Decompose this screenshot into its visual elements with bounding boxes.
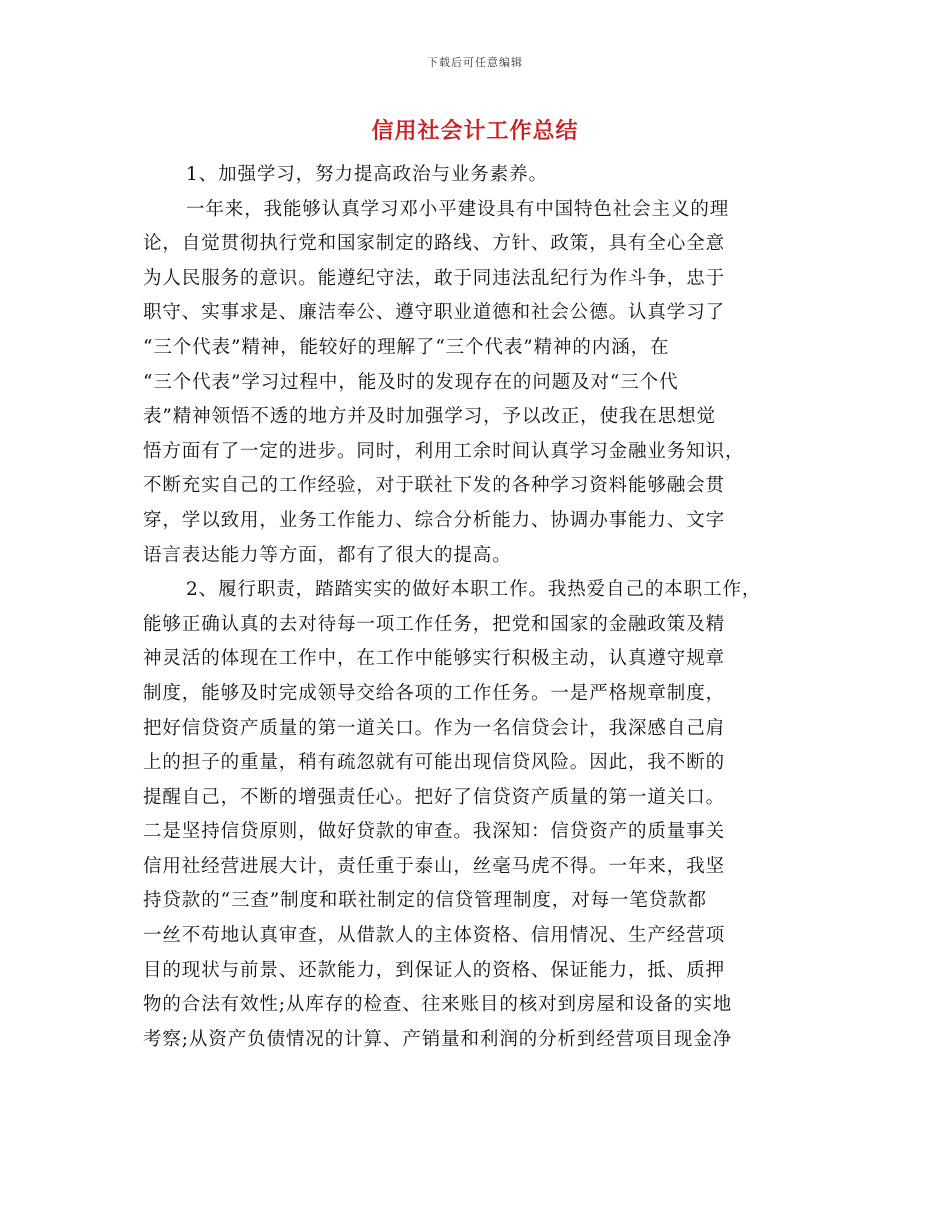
text-line: 信用社经营进展大计，责任重于泰山，丝毫马虎不得。一年来，我坚	[143, 855, 726, 877]
document-title: 信用社会计工作总结	[371, 118, 579, 144]
text-line: 论，自觉贯彻执行党和国家制定的路线、方针、政策，具有全心全意	[143, 233, 726, 255]
text-line: 穿，学以致用，业务工作能力、综合分析能力、协调办事能力、文字	[143, 509, 726, 531]
text-line: 制度，能够及时完成领导交给各项的工作任务。一是严格规章制度，	[143, 682, 726, 704]
text-line: 提醒自己，不断的增强责任心。把好了信贷资产质量的第一道关口。	[143, 786, 726, 808]
text-line: “三个代表”精神，能较好的理解了“三个代表”精神的内涵，在	[143, 336, 670, 358]
text-line: 目的现状与前景、还款能力，到保证人的资格、保证能力，抵、质押	[143, 959, 726, 981]
text-line: 上的担子的重量，稍有疏忽就有可能出现信贷风险。因此，我不断的	[143, 752, 726, 774]
text-line: 一年来，我能够认真学习邓小平建设具有中国特色社会主义的理	[186, 198, 730, 220]
text-line: 物的合法有效性;从库存的检查、往来账目的核对到房屋和设备的实地	[143, 994, 733, 1016]
header-note: 下载后可任意编辑	[427, 56, 523, 69]
text-line: 考察;从资产负债情况的计算、产销量和利润的分析到经营项目现金净	[143, 1028, 733, 1050]
text-line: 2、履行职责，踏踏实实的做好本职工作。我热爱自己的本职工作，	[186, 579, 762, 601]
text-line: 能够正确认真的去对待每一项工作任务，把党和国家的金融政策及精	[143, 613, 726, 635]
text-line: 一丝不苟地认真审查，从借款人的主体资格、信用情况、生产经营项	[143, 925, 726, 947]
text-line: 1、加强学习，努力提高政治与业务素养。	[186, 164, 548, 185]
text-line: “三个代表”学习过程中，能及时的发现存在的问题及对“三个代	[143, 371, 679, 393]
text-line: 为人民服务的意识。能遵纪守法，敢于同违法乱纪行为作斗争，忠于	[143, 267, 726, 289]
text-line: 持贷款的“三查”制度和联社制定的信贷管理制度，对每一笔贷款都	[143, 890, 707, 912]
text-line: 表”精神领悟不透的地方并及时加强学习，予以改正，使我在思想觉	[143, 406, 716, 428]
text-line: 把好信贷资产质量的第一道关口。作为一名信贷会计，我深感自己肩	[143, 717, 726, 739]
text-line: 不断充实自己的工作经验，对于联社下发的各种学习资料能够融会贯	[143, 475, 726, 497]
text-line: 二是坚持信贷原则，做好贷款的审查。我深知：信贷资产的质量事关	[143, 821, 726, 843]
text-line: 职守、实事求是、廉洁奉公、遵守职业道德和社会公德。认真学习了	[143, 302, 726, 324]
body-text	[143, 158, 823, 1057]
text-line: 语言表达能力等方面，都有了很大的提高。	[143, 544, 512, 566]
text-line: 悟方面有了一定的进步。同时，利用工余时间认真学习金融业务知识，	[143, 440, 745, 462]
text-line: 神灵活的体现在工作中，在工作中能够实行积极主动，认真遵守规章	[143, 648, 726, 670]
